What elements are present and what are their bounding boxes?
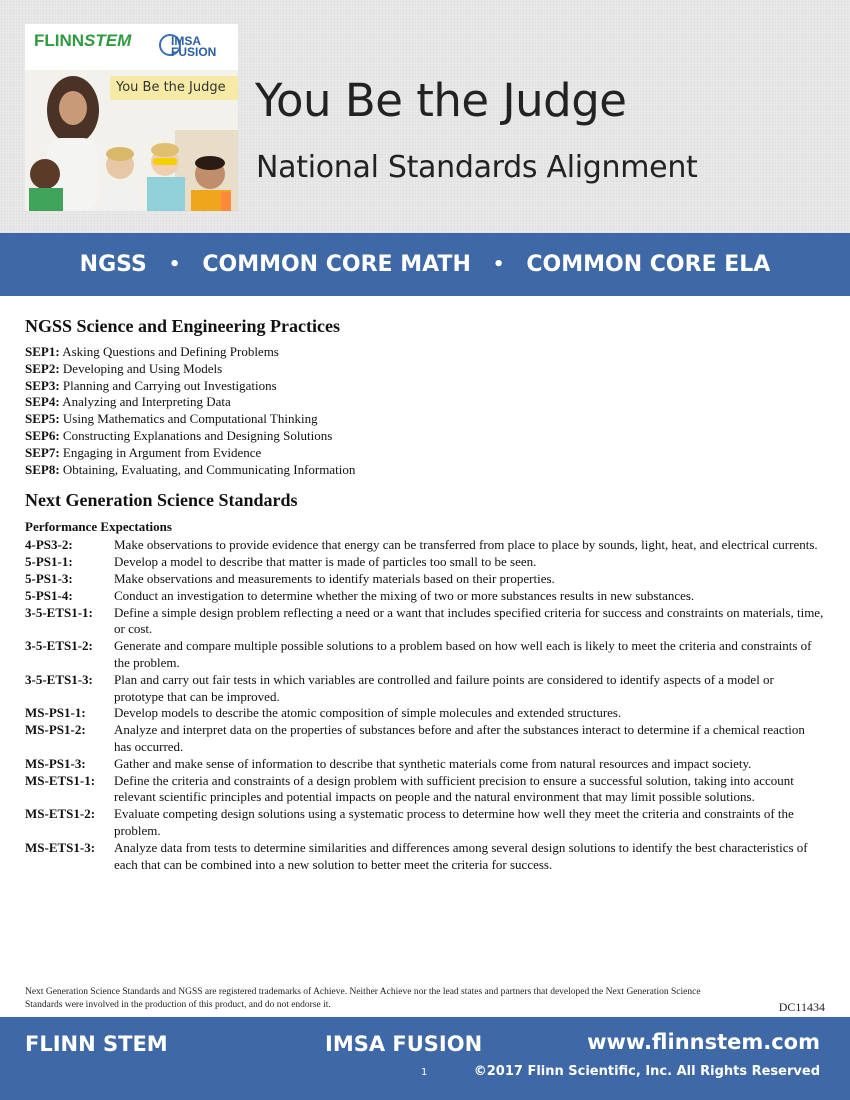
footer-flinn-stem: FLINN STEM [25,1032,168,1056]
document-code: DC11434 [778,1000,825,1014]
flinn-stem-logo: FLINNSTEM [34,31,132,50]
imsa-fusion-logo: IMSA FUSION [159,30,229,62]
practices-list [25,344,825,478]
main-content [25,314,825,873]
footer-imsa-fusion: IMSA FUSION [325,1032,483,1056]
list-item: 4-PS3-2: Make observations to provide evidence that energy can be transferred from place to place by sounds, light, heat, and electrical currents. [25,537,818,553]
list-item: SEP6: Constructing Explanations and Designing Solutions [25,427,333,443]
cover-label: You Be the Judge [110,76,238,100]
footer-website-link[interactable]: www.flinnstem.com [587,1030,820,1054]
list-item: SEP5: Using Mathematics and Computational Thinking [25,411,318,427]
list-item: SEP4: Analyzing and Interpreting Data [25,394,231,410]
list-item: SEP7: Engaging in Argument from Evidence [25,444,262,460]
list-item: 3-5-ETS1-1: Define a simple design problem reflecting a need or a want that includes specified criteria for success and constraints on materials, time, or cost. [25,604,824,637]
band-item-ngss: NGSS [79,252,147,277]
trademark-disclaimer: Next Generation Science Standards and NGSS are registered trademarks of Achieve. Neither Achieve nor the lead states and partners that developed the Next Generation Science Standards were involved in the production of this product, and do not endorse it. [25,987,701,1010]
band-item-math: COMMON CORE MATH [202,252,471,277]
list-item: 3-5-ETS1-2: Generate and compare multiple possible solutions to a problem based on how well each is likely to meet the criteria and constraints of the problem. [25,638,812,670]
list-item: MS-PS1-1: Develop models to describe the atomic composition of simple molecules and extended structures. [25,705,622,721]
list-item: MS-PS1-3: Gather and make sense of information to describe that synthetic materials come from natural resources and impact society. [25,755,752,771]
list-item: SEP8: Obtaining, Evaluating, and Communicating Information [25,461,356,477]
list-item: SEP2: Developing and Using Models [25,360,223,376]
list-item: MS-ETS1-1: Define the criteria and constraints of a design problem with sufficient precision to ensure a successful solution, taking into account relevant scientific principles and potential impacts on people and the natural environment that may limit possible solutions. [25,772,794,805]
page-number: 1 [421,1067,428,1078]
performance-expectations-list [25,537,825,873]
list-item: SEP1: Asking Questions and Defining Problems [25,344,279,359]
list-item: MS-PS1-2: Analyze and interpret data on the properties of substances before and after the substances interact to determine if a chemical reaction has occurred. [25,722,805,754]
performance-expectations-heading: Performance Expectations [25,519,172,535]
page-subtitle: National Standards Alignment [256,150,698,185]
header [0,0,850,233]
ngss-heading: Next Generation Science Standards [25,490,298,511]
cover-image [25,24,238,211]
page-title: You Be the Judge [255,74,627,127]
footer [0,1017,850,1100]
standards-band [0,233,850,296]
list-item: MS-ETS1-2: Evaluate competing design solutions using a systematic process to determine how well they meet the criteria and constraints of the problem. [25,806,794,838]
list-item: 5-PS1-4: Conduct an investigation to determine whether the mixing of two or more substances results in new substances. [25,587,695,603]
list-item: 3-5-ETS1-3: Plan and carry out fair tests in which variables are controlled and failure points are considered to identify aspects of a model or prototype that can be improved. [25,671,774,704]
list-item: SEP3: Planning and Carrying out Investigations [25,377,277,393]
band-item-ela: COMMON CORE ELA [526,252,771,277]
list-item: MS-ETS1-3: Analyze data from tests to determine similarities and differences among several design solutions to identify the best characteristics of each that can be combined into a new solution to better meet the criteria for success. [25,839,808,872]
list-item: 5-PS1-1: Develop a model to describe that matter is made of particles too small to be seen. [25,554,537,570]
copyright: ©2017 Flinn Scientific, Inc. All Rights Reserved [473,1064,820,1079]
band-separator: • [492,254,505,275]
practices-heading: NGSS Science and Engineering Practices [25,316,340,336]
band-separator: • [168,254,181,275]
list-item: 5-PS1-3: Make observations and measurements to identify materials based on their properties. [25,570,555,586]
